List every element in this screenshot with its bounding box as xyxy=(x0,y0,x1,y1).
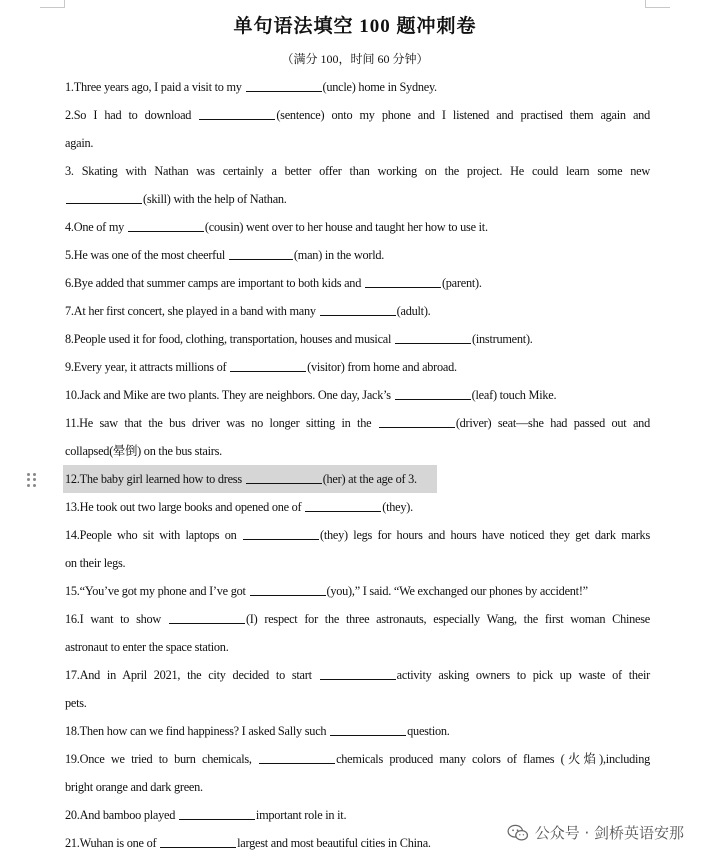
question-text: collapsed(晕倒) on the bus stairs. xyxy=(65,444,222,458)
answer-blank[interactable] xyxy=(330,724,406,736)
question-line xyxy=(65,689,650,717)
answer-blank[interactable] xyxy=(243,528,319,540)
question-text: activity asking owners to pick up waste of their xyxy=(396,668,650,682)
question-text: (visitor) from home and abroad. xyxy=(307,360,457,374)
question-line xyxy=(65,717,650,745)
question-line xyxy=(65,353,650,381)
question-text: 18.Then how can we find happiness? I asked Sally such xyxy=(65,724,330,738)
question-line xyxy=(65,521,650,549)
question-text: 5.He was one of the most cheerful xyxy=(65,248,228,262)
answer-blank[interactable] xyxy=(230,360,306,372)
question-text: 20.And bamboo played xyxy=(65,808,178,822)
question-line xyxy=(65,437,650,465)
question-text: 2.So I had to download xyxy=(65,108,199,122)
question-line xyxy=(65,409,650,437)
question-line xyxy=(65,297,650,325)
answer-blank[interactable] xyxy=(66,192,142,204)
question-line xyxy=(65,325,650,353)
question-text: 16.I want to show xyxy=(65,612,168,626)
question-line xyxy=(65,129,650,157)
answer-blank[interactable] xyxy=(169,612,245,624)
question-text: (I) respect for the three astronauts, especially Wang, the first woman Chinese xyxy=(245,612,650,626)
question-line xyxy=(65,101,650,129)
question-text: (her) at the age of 3. xyxy=(322,472,417,486)
question-text: bright orange and dark green. xyxy=(65,780,203,794)
question-line xyxy=(63,465,437,493)
question-text: 1.Three years ago, I paid a visit to my xyxy=(65,80,245,94)
answer-blank[interactable] xyxy=(259,752,335,764)
question-text: 7.At her first concert, she played in a band with many xyxy=(65,304,319,318)
question-line xyxy=(65,213,650,241)
question-text: (they) legs for hours and hours have noticed they get dark marks xyxy=(319,528,650,542)
question-text: important role in it. xyxy=(255,808,347,822)
question-text: 4.One of my xyxy=(65,220,127,234)
question-line xyxy=(65,269,650,297)
question-text: pets. xyxy=(65,696,87,710)
question-line xyxy=(65,381,650,409)
question-text: (driver) seat—she had passed out and xyxy=(455,416,650,430)
question-text: (leaf) touch Mike. xyxy=(471,388,557,402)
question-text: (parent). xyxy=(441,276,482,290)
watermark-text: 公众号 · 剑桥英语安那 xyxy=(534,824,684,842)
question-text: 17.And in April 2021, the city decided to start xyxy=(65,668,319,682)
watermark xyxy=(503,820,688,845)
question-text: astronaut to enter the space station. xyxy=(65,640,229,654)
question-text: 19.Once we tried to burn chemicals, xyxy=(65,752,259,766)
question-text: (skill) with the help of Nathan. xyxy=(143,192,287,206)
question-list xyxy=(65,73,650,857)
answer-blank[interactable] xyxy=(128,220,204,232)
question-line xyxy=(65,549,650,577)
question-line xyxy=(65,185,650,213)
answer-blank[interactable] xyxy=(246,80,322,92)
document-subtitle: （满分 100，时间 60 分钟） xyxy=(281,52,429,66)
question-line xyxy=(65,773,650,801)
question-text: (you),” I said. “We exchanged our phones by accident!” xyxy=(326,584,588,598)
question-text: 14.People who sit with laptops on xyxy=(65,528,242,542)
answer-blank[interactable] xyxy=(246,472,322,484)
answer-blank[interactable] xyxy=(229,248,293,260)
question-text: 12.The baby girl learned how to dress xyxy=(65,472,245,486)
question-text: 9.Every year, it attracts millions of xyxy=(65,360,230,374)
answer-blank[interactable] xyxy=(320,668,396,680)
question-line xyxy=(65,157,650,185)
question-line xyxy=(65,745,650,773)
question-line xyxy=(65,493,650,521)
question-line xyxy=(65,661,650,689)
question-text: again. xyxy=(65,136,94,150)
document-title: 单句语法填空 100 题冲刺卷 xyxy=(233,16,477,37)
answer-blank[interactable] xyxy=(395,332,471,344)
answer-blank[interactable] xyxy=(199,108,275,120)
answer-blank[interactable] xyxy=(160,836,236,848)
answer-blank[interactable] xyxy=(250,584,326,596)
question-text: 11.He saw that the bus driver was no longer sitting in the xyxy=(65,416,378,430)
answer-blank[interactable] xyxy=(379,416,455,428)
question-text: question. xyxy=(407,724,450,738)
question-line xyxy=(65,73,650,101)
question-line xyxy=(65,605,650,633)
question-text: on their legs. xyxy=(65,556,126,570)
wechat-icon xyxy=(507,824,529,842)
question-line xyxy=(65,577,650,605)
question-text: (cousin) went over to her house and taught her how to use it. xyxy=(204,220,488,234)
page-corner-mark xyxy=(40,7,64,8)
question-text: (sentence) onto my phone and I listened and practised them again and xyxy=(276,108,650,122)
answer-blank[interactable] xyxy=(305,500,381,512)
question-text: (they). xyxy=(382,500,413,514)
question-text: 10.Jack and Mike are two plants. They are neighbors. One day, Jack’s xyxy=(65,388,394,402)
answer-blank[interactable] xyxy=(179,808,255,820)
page-corner-mark xyxy=(64,0,65,8)
question-text: (uncle) home in Sydney. xyxy=(322,80,437,94)
question-text: largest and most beautiful cities in China. xyxy=(237,836,431,850)
drag-handle-icon[interactable] xyxy=(27,473,37,487)
question-text: (instrument). xyxy=(472,332,533,346)
page-corner-mark xyxy=(646,7,670,8)
question-text: (adult). xyxy=(396,304,431,318)
answer-blank[interactable] xyxy=(320,304,396,316)
question-text: (man) in the world. xyxy=(293,248,385,262)
question-text: 3. Skating with Nathan was certainly a better offer than working on the project. He could learn some new xyxy=(65,164,650,178)
answer-blank[interactable] xyxy=(365,276,441,288)
question-text: 15.“You’ve got my phone and I’ve got xyxy=(65,584,249,598)
answer-blank[interactable] xyxy=(395,388,471,400)
question-line xyxy=(65,241,650,269)
question-text: 6.Bye added that summer camps are important to both kids and xyxy=(65,276,364,290)
question-text: 8.People used it for food, clothing, transportation, houses and musical xyxy=(65,332,394,346)
question-text: chemicals produced many colors of flames (火焰),including xyxy=(336,752,650,766)
question-text: 21.Wuhan is one of xyxy=(65,836,160,850)
question-line xyxy=(65,633,650,661)
question-text: 13.He took out two large books and opened one of xyxy=(65,500,305,514)
